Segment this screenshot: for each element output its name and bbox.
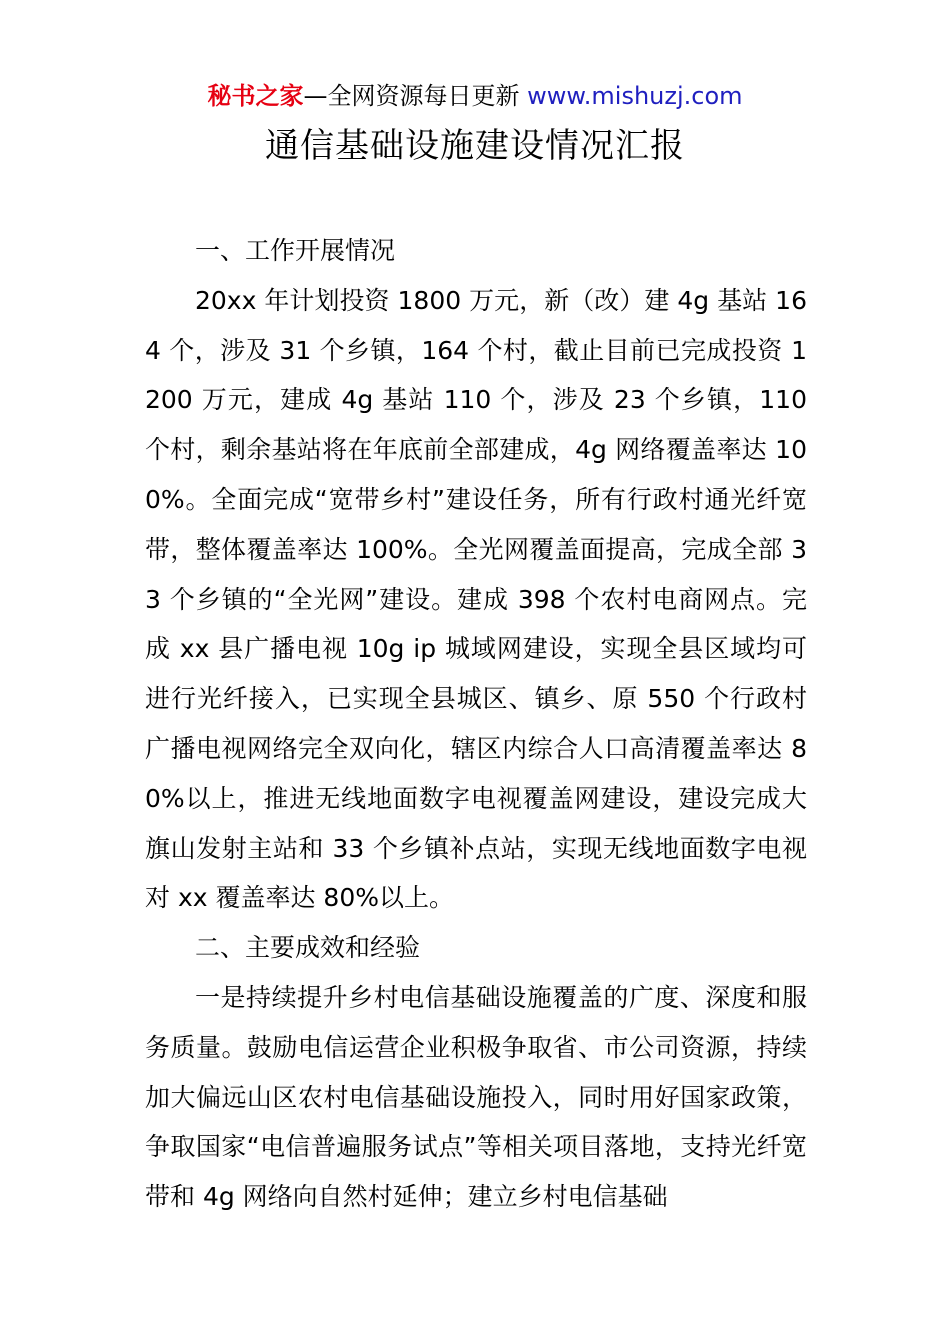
- section-heading-work-progress: 一、工作开展情况: [195, 236, 396, 265]
- section-heading-achievements: 二、主要成效和经验: [195, 933, 421, 963]
- site-url-link[interactable]: www.mishuzj.com: [527, 82, 743, 110]
- site-slogan: —全网资源每日更新: [303, 82, 520, 110]
- site-header: [0, 78, 950, 114]
- paragraph-work-progress: 20xx 年计划投资 1800 万元，新（改）建 4g 基站 164 个，涉及 31 个乡镇，164 个村，截止目前已完成投资 1200 万元，建成 4g 基站 110 个，涉及 23 个乡镇，110 个村，剩余基站将在年底前全部建成，4g 网络覆盖率达 100%。全面完成“宽带乡村”建设任务，所有行政村通光纤宽带，整体覆盖率达 100%。全光网覆盖面提高，完成全部 33 个乡镇的“全光网”建设。建成 398 个农村电商网点。完成 xx 县广播电视 10g ip 城域网建设，实现全县区域均可进行光纤接入，已实现全县城区、镇乡、原 550 个行政村广播电视网络完全双向化，辖区内综合人口高清覆盖率达 80%以上，推进无线地面数字电视覆盖网建设，建设完成大旗山发射主站和 33 个乡镇补点站，实现无线地面数字电视对 xx 覆盖率达 80%以上。: [145, 285, 807, 913]
- paragraph-achievements: 一是持续提升乡村电信基础设施覆盖的广度、深度和服务质量。鼓励电信运营企业积极争取省、市公司资源，持续加大偏远山区农村电信基础设施投入，同时用好国家政策，争取国家“电信普遍服务试点”等相关项目落地，支持光纤宽带和 4g 网络向自然村延伸；建立乡村电信基础: [145, 982, 807, 1212]
- document-body: [145, 226, 807, 1222]
- brand-name: 秘书之家: [207, 82, 304, 110]
- document-title: 通信基础设施建设情况汇报: [265, 126, 685, 166]
